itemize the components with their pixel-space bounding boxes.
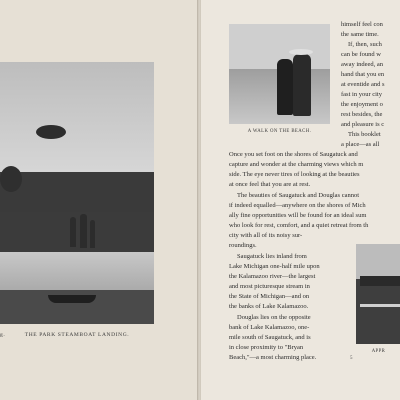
- text-line: the enjoyment o: [341, 101, 383, 108]
- text-line: at once feel that you are at rest.: [229, 181, 311, 188]
- text-line: and pleasure is c: [341, 121, 385, 128]
- text-line: Lake Michigan one-half mile upon: [229, 263, 320, 270]
- text-line: the banks of Lake Kalamazoo.: [229, 303, 309, 310]
- caption-text: THE PARK STEAMBOAT LANDING.: [24, 332, 130, 338]
- building-photo: [356, 244, 400, 344]
- text-line: Beach,"—a most charming place.: [229, 354, 317, 361]
- text-line: rest besides, the: [341, 111, 383, 118]
- text-line: can be found w: [341, 51, 381, 58]
- text-line: in close proximity to "Bryan: [229, 344, 304, 351]
- text-line: Saugatuck lies inland from: [237, 253, 307, 260]
- text-line: a place—as all: [341, 141, 380, 148]
- text-line: away indeed, an: [341, 61, 384, 68]
- text-line: side. The eye never tires of looking at the beauties: [229, 171, 360, 178]
- text-line: at eventide and s: [341, 81, 385, 88]
- steamboat-landing-photo: [0, 62, 154, 324]
- left-photo-caption: [0, 332, 154, 338]
- text-line: who look for rest, comfort, and a quiet retreat from th: [229, 222, 369, 229]
- text-line: The beauties of Saugatuck and Douglas cannot: [237, 192, 360, 199]
- text-line: fast in your city: [341, 91, 382, 98]
- right-page: [201, 0, 400, 400]
- text-line: If, then, such: [348, 41, 382, 48]
- text-line: Douglas lies on the opposite: [237, 314, 311, 321]
- text-line: ally fine opportunities will be found for an ideal sum: [229, 212, 367, 219]
- text-line: Once you set foot on the shores of Saugatuck and: [229, 151, 358, 158]
- text-line: himself feel con: [341, 21, 383, 28]
- text-line: capture and wonder at the charming views which m: [229, 161, 364, 168]
- text-line: and most picturesque stream in: [229, 283, 310, 290]
- text-line: hand that you en: [341, 71, 385, 78]
- caption-fragment: g.: [0, 332, 6, 338]
- page-number: 5: [350, 356, 353, 361]
- text-line: city with all of its noisy sur-: [229, 232, 303, 239]
- text-line: the State of Michigan—and on: [229, 293, 310, 300]
- left-page: [0, 0, 198, 400]
- text-line: if indeed equalled—anywhere on the shores of Mich: [229, 202, 366, 209]
- text-line: the same time.: [341, 31, 379, 38]
- text-line: mile south of Saugatuck, and is: [229, 334, 311, 341]
- text-line: roundings.: [229, 242, 257, 249]
- beach-walk-photo: [229, 24, 330, 124]
- text-line: the Kalamazoo river—the largest: [229, 273, 316, 280]
- building-photo-caption: APPR: [371, 349, 386, 354]
- beach-photo-caption: A WALK ON THE BEACH.: [247, 129, 312, 134]
- text-line: This booklet: [348, 131, 381, 138]
- text-line: bank of Lake Kalamazoo, one-: [229, 324, 310, 331]
